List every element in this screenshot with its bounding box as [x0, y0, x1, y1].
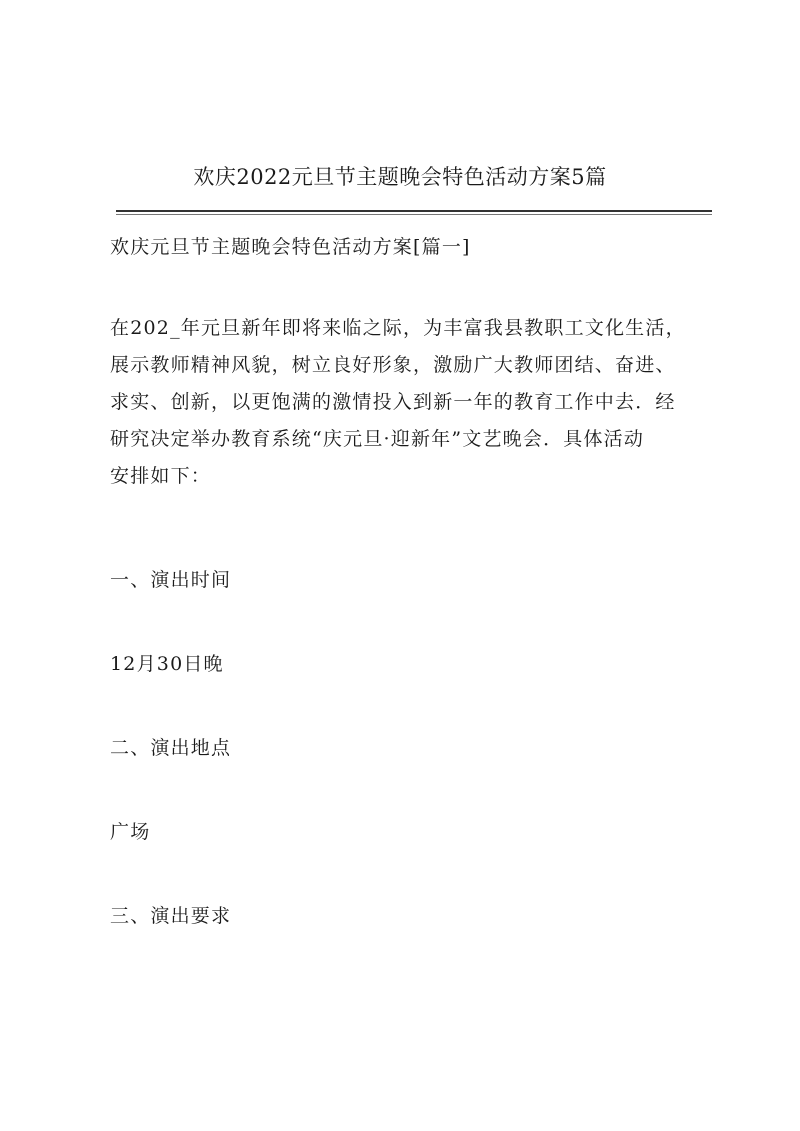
- item-heading-requirements: 三、演出要求: [110, 905, 232, 927]
- item-heading-time: 一、演出时间: [110, 569, 232, 591]
- intro-line: 展示教师精神风貌，树立良好形象，激励广大教师团结、奋进、: [110, 354, 676, 376]
- intro-paragraph: [110, 313, 686, 498]
- document-title: 欢庆2022元旦节主题晚会特色活动方案5篇: [193, 165, 607, 189]
- intro-line: 求实、创新，以更饱满的激情投入到新一年的教育工作中去．经: [110, 391, 676, 413]
- title-underline: [116, 210, 712, 212]
- item-content-location: 广场: [110, 821, 151, 843]
- title-underline-thin: [116, 214, 712, 215]
- item-content-time: 12月30日晚: [110, 653, 224, 675]
- section-heading: 欢庆元旦节主题晚会特色活动方案[篇一]: [110, 236, 471, 258]
- intro-line: 研究决定举办教育系统“庆元旦·迎新年”文艺晚会．具体活动: [110, 428, 645, 450]
- intro-line: 安排如下：: [110, 465, 212, 487]
- intro-line: 在202_年元旦新年即将来临之际，为丰富我县教职工文化生活，: [110, 317, 686, 339]
- item-heading-location: 二、演出地点: [110, 737, 232, 759]
